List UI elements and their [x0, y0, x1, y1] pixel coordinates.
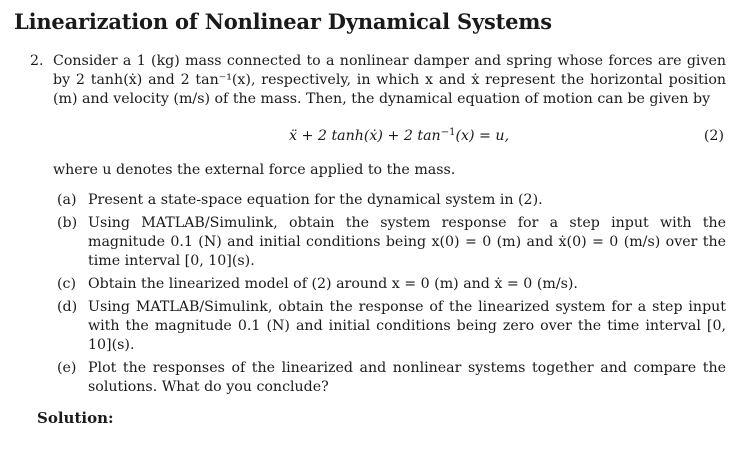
equation-rhs: (x) = u, — [455, 128, 510, 144]
part-text: Present a state-space equation for the dynamical system in (2). — [88, 192, 543, 208]
equation-superscript: −1 — [440, 127, 456, 138]
problem-block — [30, 52, 726, 395]
equation-of-motion — [30, 127, 726, 147]
equation-body — [289, 127, 509, 146]
part-label: (c) — [57, 276, 77, 292]
where-text: where u denotes the external force applied to the mass. — [53, 162, 456, 178]
part-label: (a) — [57, 192, 77, 208]
part-label: (d) — [57, 299, 78, 315]
equation-lhs: ẍ + 2 tanh(ẋ) + 2 tan — [289, 128, 441, 144]
problem-statement: Consider a 1 (kg) mass connected to a nonlinear damper and spring whose forces are given by 2 tanh(ẋ) and 2 tan⁻¹(x), respectively, in which x and ẋ represent the horizontal position (m) and velocity (m/s) of the mass. Then, the dynamical equation of motion can be given by — [53, 53, 726, 107]
equation-number: (2) — [703, 128, 724, 144]
part-label: (b) — [57, 215, 78, 231]
part-text: Plot the responses of the linearized and nonlinear systems together and compare the solutions. What do you conclude? — [88, 360, 726, 395]
part-label: (e) — [57, 360, 77, 376]
solution-heading: Solution: — [37, 409, 114, 427]
part-text: Using MATLAB/Simulink, obtain the response of the linearized system for a step input with the magnitude 0.1 (N) and initial conditions being zero over the time interval [0, 10](s). — [88, 299, 726, 353]
part-d — [53, 298, 726, 355]
part-text: Using MATLAB/Simulink, obtain the system response for a step input with the magnitude 0.1 (N) and initial conditions being x(0) = 0 (m) and ẋ(0) = 0 (m/s) over the time interval [0, 10](s). — [88, 215, 726, 269]
page-title: Linearization of Nonlinear Dynamical Systems — [14, 9, 552, 34]
part-b — [53, 214, 726, 271]
part-text: Obtain the linearized model of (2) around x = 0 (m) and ẋ = 0 (m/s). — [88, 276, 578, 292]
part-e — [53, 359, 726, 397]
part-c — [53, 275, 726, 294]
part-a — [53, 191, 726, 210]
parts-list — [53, 191, 726, 401]
problem-number: 2. — [30, 53, 44, 69]
